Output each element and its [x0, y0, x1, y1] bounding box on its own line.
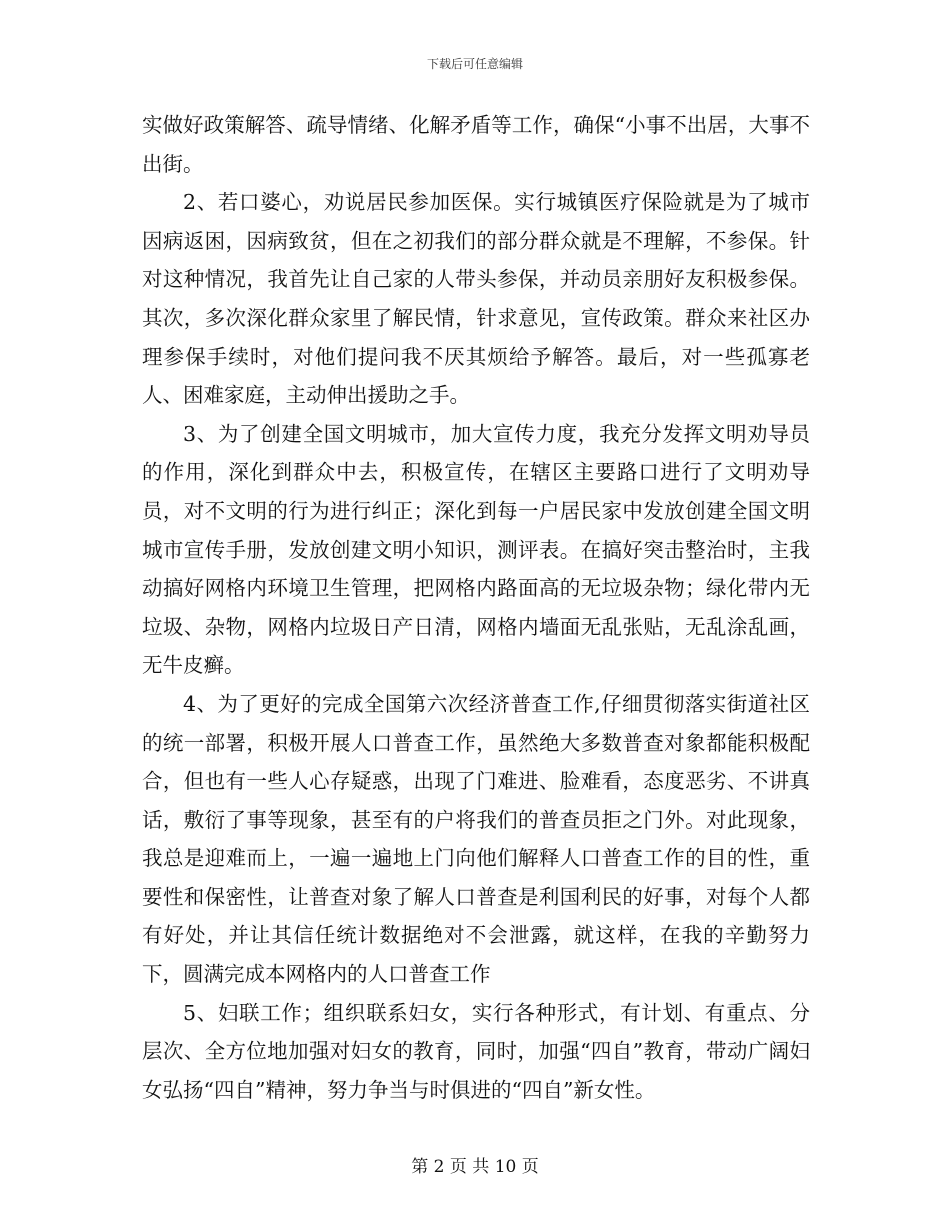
page-footer: 第 2 页 共 10 页 — [411, 1157, 539, 1177]
paragraph-medical-insurance: 2、若口婆心，劝说居民参加医保。实行城镇医疗保险就是为了城市因病返困，因病致贫，但在之初我们的部分群众就是不理解，不参保。针对这种情况，我首先让自己家的人带头参保，并动员亲朋好友积极参保。其次，多次深化群众家里了解民情，针求意见，宣传政策。群众来社区办理参保手续时，对他们提问我不厌其烦给予解答。最后，对一些孤寡老人、困难家庭，主动伸出援助之手。 — [142, 190, 810, 408]
document-body — [142, 106, 810, 1109]
paragraph-civilized-city: 3、为了创建全国文明城市，加大宣传力度，我充分发挥文明劝导员的作用，深化到群众中去，积极宣传，在辖区主要路口进行了文明劝导员，对不文明的行为进行纠正；深化到每一户居民家中发放创建全国文明城市宣传手册，发放创建文明小知识，测评表。在搞好突击整治时，主我动搞好网格内环境卫生管理，把网格内路面高的无垃圾杂物；绿化带内无垃圾、杂物，网格内垃圾日产日清，网格内墙面无乱张贴，无乱涂乱画，无牛皮癣。 — [142, 421, 810, 678]
page-header: 下载后可任意编辑 — [426, 57, 523, 71]
paragraph-continuation: 实做好政策解答、疏导情绪、化解矛盾等工作，确保“小事不出居，大事不出街。 — [142, 113, 810, 176]
paragraph-census: 4、为了更好的完成全国第六次经济普查工作,仔细贯彻落实街道社区的统一部署，积极开展人口普查工作，虽然绝大多数普查对象都能积极配合，但也有一些人心存疑惑，出现了门难进、脸难看，态度恶劣、不讲真话，敷衍了事等现象，甚至有的户将我们的普查员拒之门外。对此现象，我总是迎难而上，一遍一遍地上门向他们解释人口普查工作的目的性，重要性和保密性，让普查对象了解人口普查是利国利民的好事，对每个人都有好处，并让其信任统计数据绝对不会泄露，就这样，在我的辛勤努力下，圆满完成本网格内的人口普查工作 — [142, 691, 810, 987]
paragraph-womens-federation: 5、妇联工作；组织联系妇女，实行各种形式，有计划、有重点、分层次、全方位地加强对妇女的教育，同时，加强“四自”教育，带动广阔妇女弘扬“四自”精神，努力争当与时俱进的“四自”新女性。 — [142, 1000, 810, 1102]
